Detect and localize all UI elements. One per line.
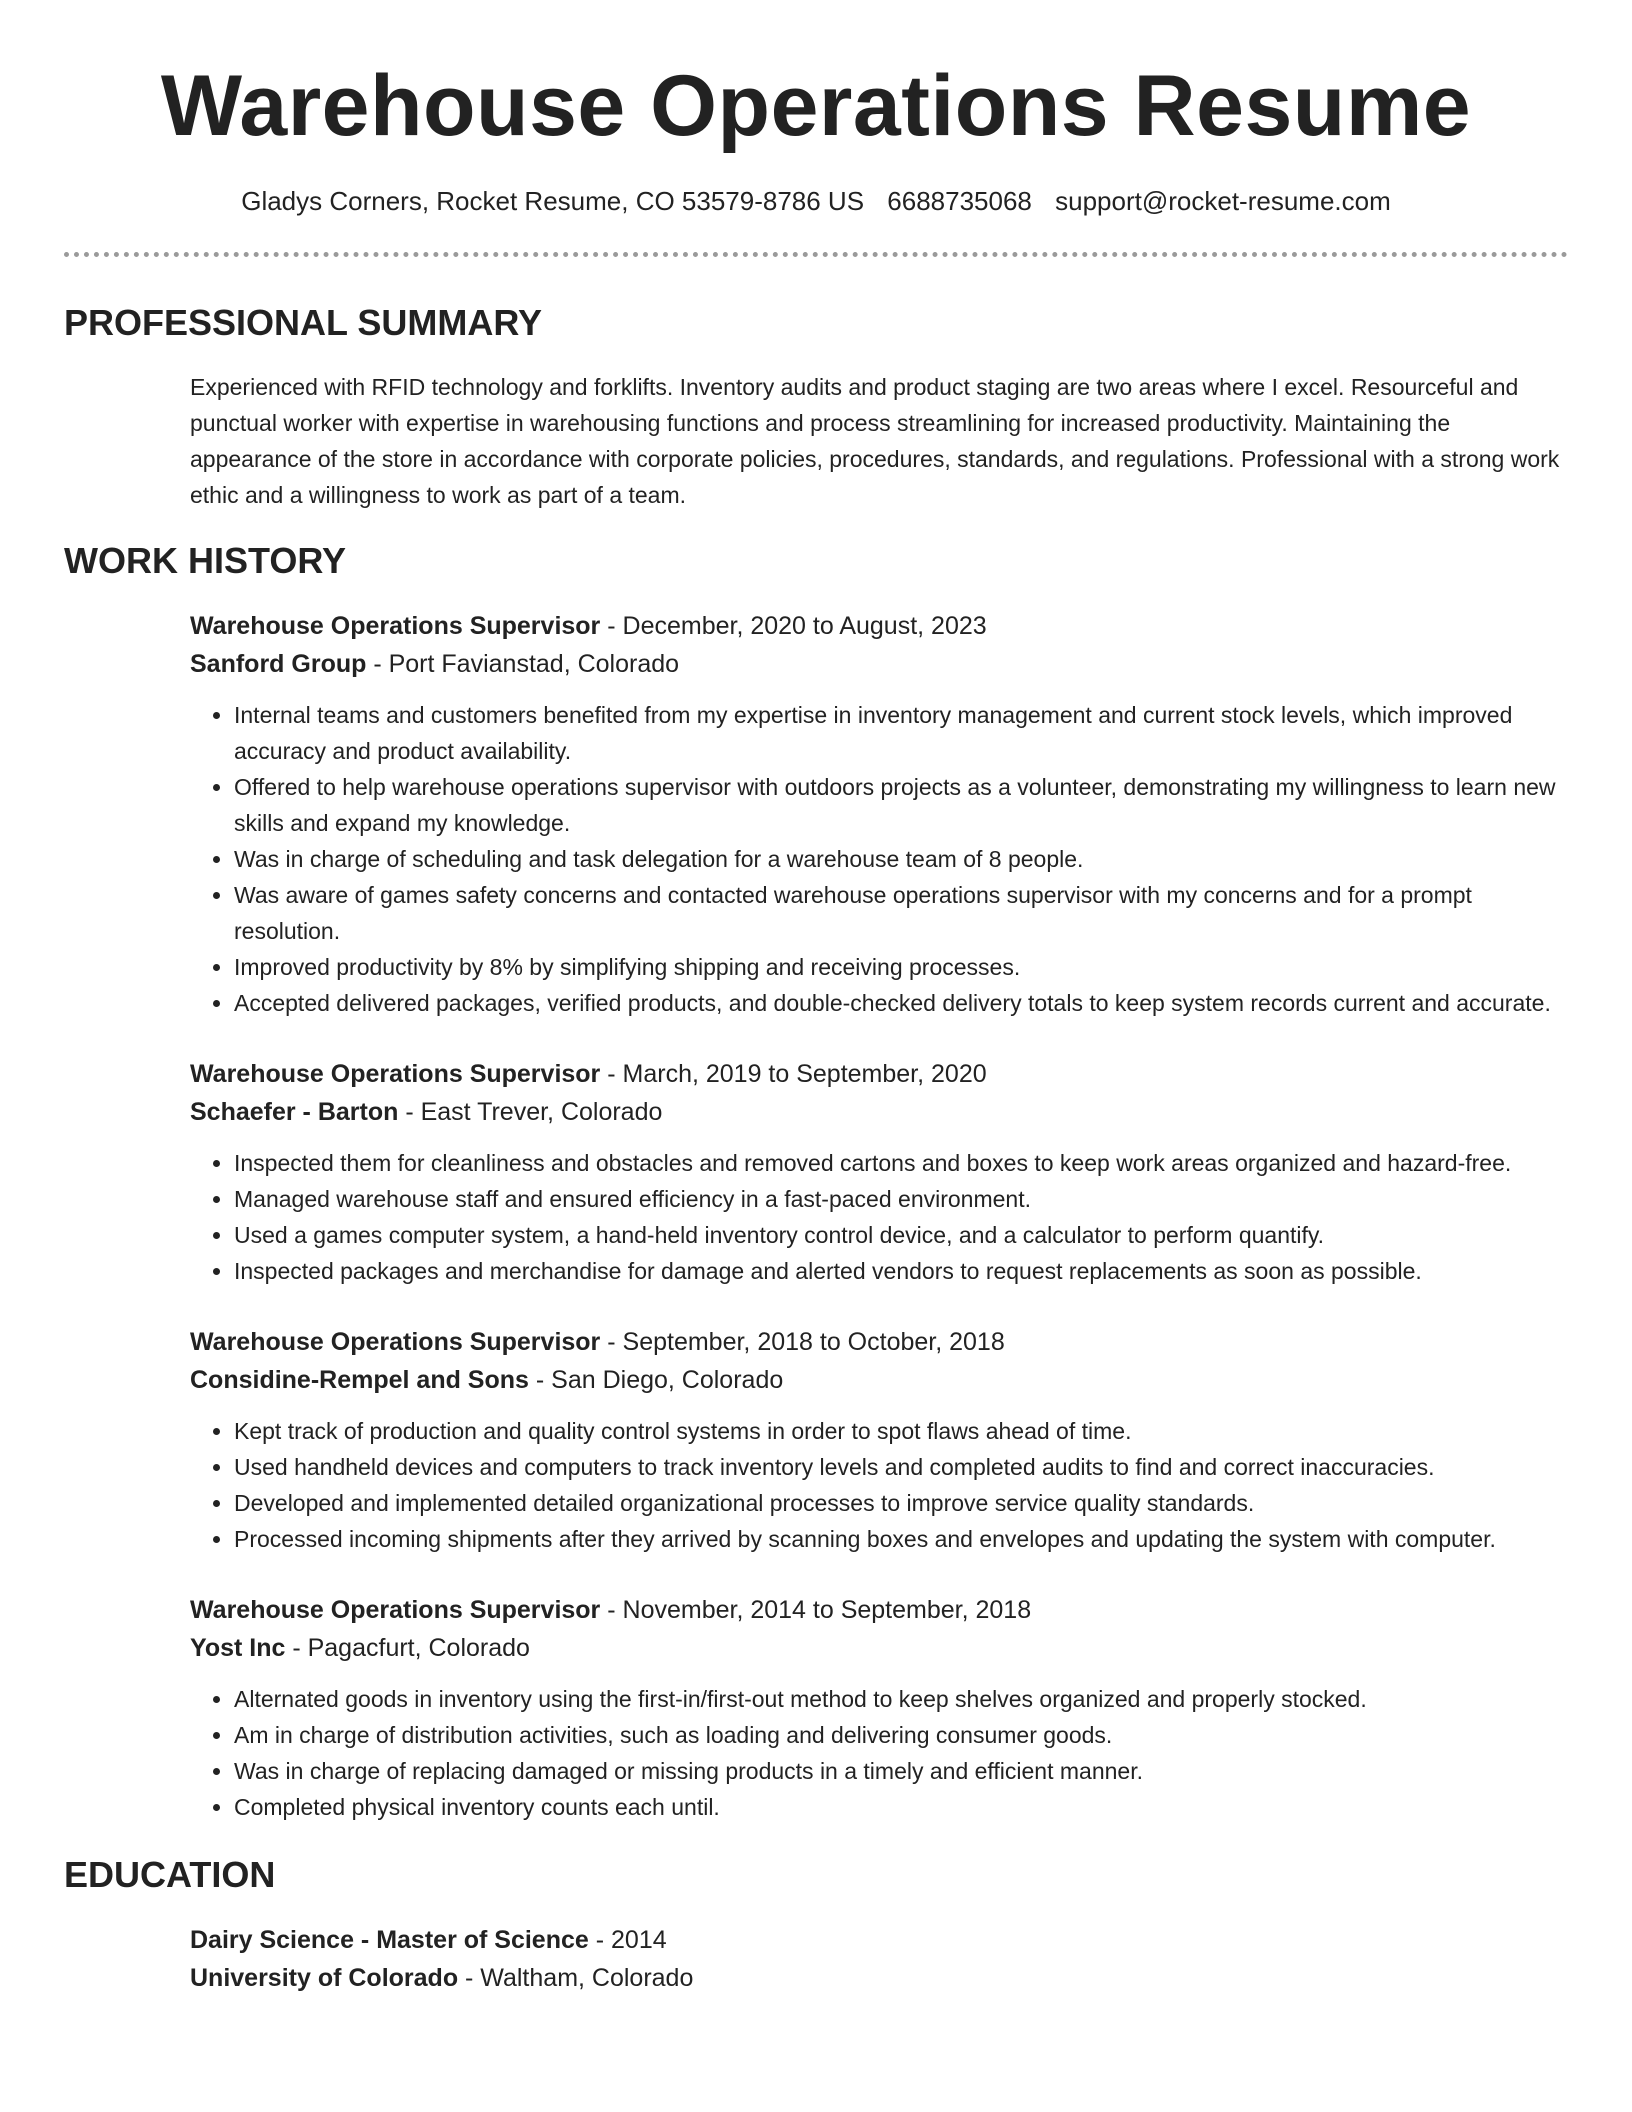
education-school: University of Colorado: [190, 1964, 459, 1992]
summary-heading: PROFESSIONAL SUMMARY: [64, 302, 543, 343]
job-entry-3: [190, 1323, 1568, 1557]
education-school-line: [190, 1959, 1568, 1997]
job-bullet: • Accepted delivered packages, verified products, and double-checked delivery totals to keep system records current and accurate.: [234, 985, 1568, 1021]
job-company: Considine-Rempel and Sons: [190, 1366, 529, 1394]
resume-header: [64, 0, 1568, 218]
contact-email: support@rocket-resume.com: [1055, 186, 1391, 216]
job-company-line: [190, 1361, 1568, 1399]
education-heading: EDUCATION: [64, 1854, 276, 1895]
job-bullet: • Used a games computer system, a hand-held inventory control device, and a calculator to perform quantify.: [234, 1217, 1568, 1253]
job-bullet: • Inspected packages and merchandise for damage and alerted vendors to request replacements as soon as possible.: [234, 1253, 1568, 1289]
job-bullet: • Internal teams and customers benefited from my expertise in inventory management and current stock levels, which improved accuracy and product availability.: [234, 697, 1568, 769]
job-bullets: [190, 697, 1568, 1021]
job-entry-1: [190, 607, 1568, 1021]
job-bullet: • Managed warehouse staff and ensured efficiency in a fast-paced environment.: [234, 1181, 1568, 1217]
education-degree: Dairy Science - Master of Science: [190, 1926, 589, 1954]
job-bullet: • Improved productivity by 8% by simplifying shipping and receiving processes.: [234, 949, 1568, 985]
job-dates: - September, 2018 to October, 2018: [600, 1328, 1005, 1356]
job-location: - San Diego, Colorado: [528, 1366, 784, 1394]
job-role-line: [190, 607, 1568, 645]
job-bullet: • Kept track of production and quality control systems in order to spot flaws ahead of time.: [234, 1413, 1568, 1449]
job-company-line: [190, 1629, 1568, 1667]
job-entry-4: [190, 1591, 1568, 1825]
job-bullet: • Completed physical inventory counts each until.: [234, 1789, 1568, 1825]
job-location: - Pagacfurt, Colorado: [285, 1634, 530, 1662]
job-company: Schaefer - Barton: [190, 1098, 399, 1126]
education-location: - Waltham, Colorado: [458, 1964, 694, 1992]
job-location: - East Trever, Colorado: [398, 1098, 663, 1126]
education-degree-line: [190, 1921, 1568, 1959]
job-bullet: • Developed and implemented detailed organizational processes to improve service quality standards.: [234, 1485, 1568, 1521]
job-bullet: • Inspected them for cleanliness and obstacles and removed cartons and boxes to keep work areas organized and hazard-free.: [234, 1145, 1568, 1181]
job-bullet: • Am in charge of distribution activities, such as loading and delivering consumer goods.: [234, 1717, 1568, 1753]
job-bullet: • Alternated goods in inventory using the first-in/first-out method to keep shelves organized and properly stocked.: [234, 1681, 1568, 1717]
education-year: - 2014: [588, 1926, 667, 1954]
job-bullet: • Was aware of games safety concerns and contacted warehouse operations supervisor with my concerns and for a prompt resolution.: [234, 877, 1568, 949]
job-dates: - March, 2019 to September, 2020: [600, 1060, 987, 1088]
contact-address: Gladys Corners, Rocket Resume, CO 53579-8786 US: [241, 186, 865, 216]
job-bullets: [190, 1145, 1568, 1289]
summary-text: Experienced with RFID technology and forklifts. Inventory audits and product staging are two areas where I excel. Resourceful and punctual worker with expertise in warehousing functions and process streamlining for increased productivity. Maintaining the appearance of the store in accordance with corporate policies, procedures, standards, and regulations. Professional with a strong work ethic and a willingness to work as part of a team.: [190, 374, 1560, 508]
job-location: - Port Favianstad, Colorado: [366, 650, 680, 678]
job-role-line: [190, 1591, 1568, 1629]
job-dates: - November, 2014 to September, 2018: [600, 1596, 1032, 1624]
job-dates: - December, 2020 to August, 2023: [600, 612, 987, 640]
job-bullet: • Used handheld devices and computers to track inventory levels and completed audits to find and correct inaccuracies.: [234, 1449, 1568, 1485]
job-bullets: [190, 1681, 1568, 1825]
job-bullet: • Offered to help warehouse operations supervisor with outdoors projects as a volunteer, demonstrating my willingness to learn new skills and expand my knowledge.: [234, 769, 1568, 841]
resume-title: Warehouse Operations Resume: [160, 58, 1472, 154]
job-bullet: • Was in charge of replacing damaged or missing products in a timely and efficient manner.: [234, 1753, 1568, 1789]
job-role: Warehouse Operations Supervisor: [190, 612, 601, 640]
header-divider: [64, 252, 1568, 257]
job-role-line: [190, 1323, 1568, 1361]
job-company-line: [190, 1093, 1568, 1131]
job-bullet: • Processed incoming shipments after they arrived by scanning boxes and envelopes and updating the system with computer.: [234, 1521, 1568, 1557]
work-history-heading: WORK HISTORY: [64, 540, 347, 581]
education-entry: [190, 1921, 1568, 1997]
job-company: Yost Inc: [190, 1634, 286, 1662]
job-entry-2: [190, 1055, 1568, 1289]
job-company-line: [190, 645, 1568, 683]
job-bullet: • Was in charge of scheduling and task delegation for a warehouse team of 8 people.: [234, 841, 1568, 877]
job-role: Warehouse Operations Supervisor: [190, 1060, 601, 1088]
job-role: Warehouse Operations Supervisor: [190, 1328, 601, 1356]
contact-phone: 6688735068: [887, 186, 1032, 216]
job-role-line: [190, 1055, 1568, 1093]
job-role: Warehouse Operations Supervisor: [190, 1596, 601, 1624]
contact-line: [64, 184, 1568, 218]
job-bullets: [190, 1413, 1568, 1557]
job-company: Sanford Group: [190, 650, 367, 678]
